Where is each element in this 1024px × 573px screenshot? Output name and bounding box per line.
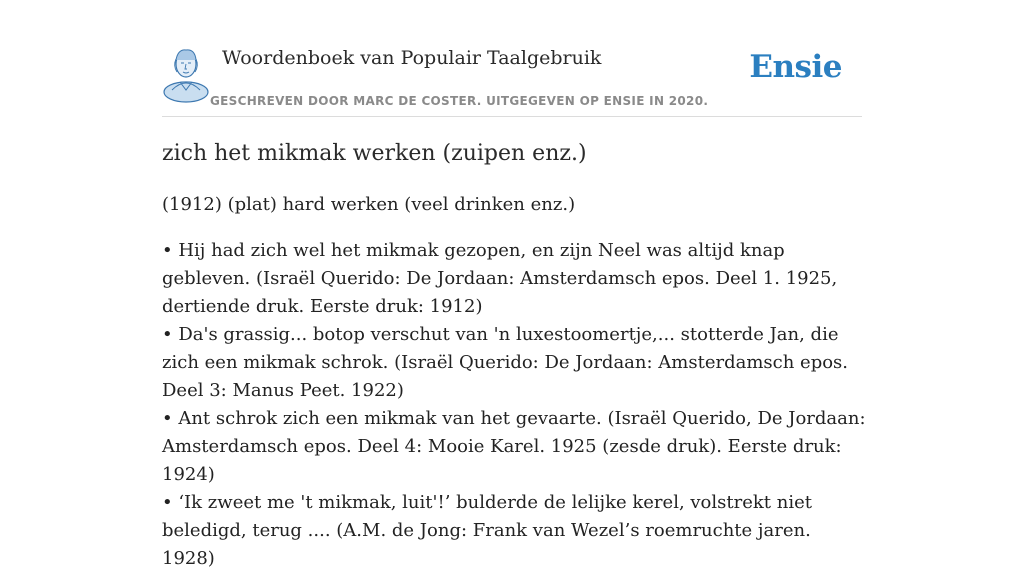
example-item: • Ant schrok zich een mikmak van het gevaarte. (Israël Querido, De Jordaan: Amsterdamsch epos. Deel 4: Mooie Karel. 1925 (zesde druk). Eerste druk: 1924) — [162, 408, 866, 485]
page-header — [162, 40, 862, 117]
entry-content — [162, 137, 867, 573]
entry-title: zich het mikmak werken (zuipen enz.) — [162, 141, 587, 166]
entry-definition: (1912) (plat) hard werken (veel drinken enz.) — [162, 194, 576, 215]
book-title[interactable]: Woordenboek van Populair Taalgebruik — [222, 47, 602, 69]
example-item: • Hij had zich wel het mikmak gezopen, en zijn Neel was altijd knap gebleven. (Israël Querido: De Jordaan: Amsterdamsch epos. Deel 1. 1925, dertiende druk. Eerste druk: 1912) — [162, 240, 838, 317]
example-item: • Da's grassig... botop verschut van 'n luxestoomertje,... stotterde Jan, die zich een mikmak schrok. (Israël Querido: De Jordaan: Amsterdamsch epos. Deel 3: Manus Peet. 1922) — [162, 324, 849, 401]
ensie-logo-link[interactable]: Ensie — [749, 49, 842, 85]
example-item: • ‘Ik zweet me 't mikmak, luit'!’ bulderde de lelijke kerel, volstrekt niet beledigd, terug .... (A.M. de Jong: Frank van Wezel’s roemruchte jaren. 1928) — [162, 492, 812, 569]
example-list — [162, 237, 867, 573]
author-byline: GESCHREVEN DOOR MARC DE COSTER. UITGEGEVEN OP ENSIE IN 2020. — [210, 94, 709, 108]
author-portrait-icon — [162, 46, 210, 96]
